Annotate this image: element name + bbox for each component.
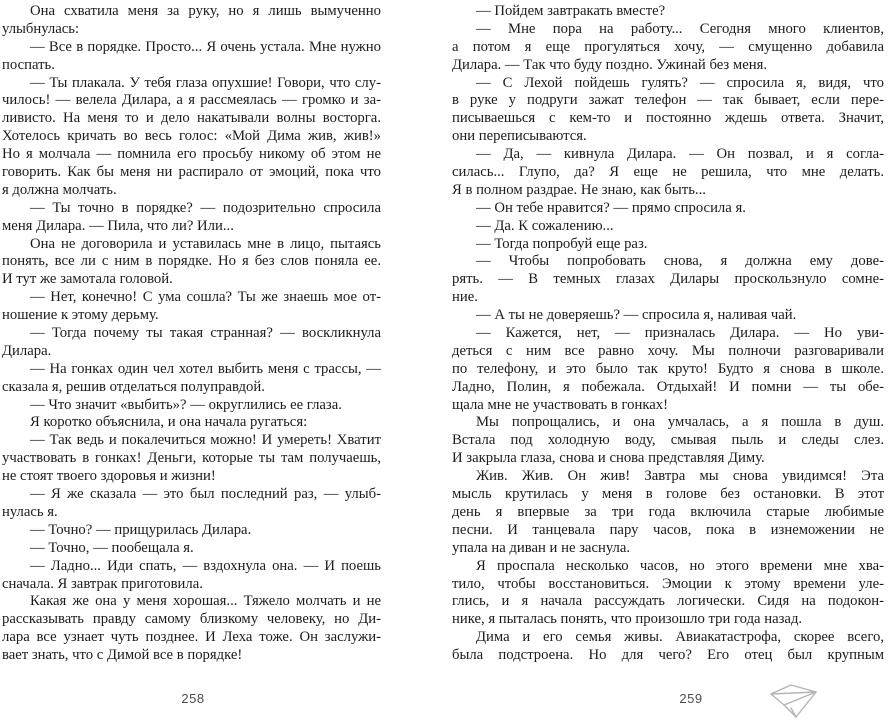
text-line: деться с ним все равно хочу. Мы полночи разговаривали (452, 342, 884, 359)
text-line: Мы попрощались, и она умчалась, а я пошла в душ. (476, 414, 884, 431)
text-line: была подстроена. Но для чего? Его отец был крупным (452, 647, 884, 664)
text-line: сначала. Я завтрак приготовила. (2, 575, 203, 592)
text-line: — Точно? — прищурилась Дилара. (30, 521, 252, 538)
text-line: — Кажется, нет, — призналась Дилара. — Но уви- (476, 325, 884, 342)
paragraph (452, 218, 884, 236)
text-line: понять, все ли с ним в порядке. Но я без слов поняла ее. (2, 253, 381, 270)
paragraph (2, 558, 381, 594)
text-line: Встала под холодную воду, смывая пыль и следы слез. (452, 432, 884, 449)
paragraph (2, 593, 381, 665)
text-line: — Мне пора на работу... Сегодня много клиентов, (476, 20, 884, 37)
paragraph (452, 146, 884, 200)
text-line: — А ты не доверяешь? — спросила я, наливая чай. (476, 307, 797, 324)
text-line: вает знать, что с Димой все в порядке! (2, 647, 243, 664)
text-line: — Он тебе нравится? — прямо спросила я. (476, 199, 746, 216)
paragraph (2, 3, 381, 39)
text-line: Хотелось кричать во весь голос: «Мой Дима жив, жив!» (2, 128, 381, 145)
paragraph (2, 397, 381, 415)
text-line: не стоят твоего здоровья и жизни! (2, 468, 216, 485)
text-line: — Пойдем завтракать вместе? (476, 3, 666, 19)
paper-plane-icon[interactable] (768, 682, 822, 720)
paragraph (452, 253, 884, 307)
text-line: песни. И танцевала пару часов, пока в изнеможении не (452, 521, 884, 538)
text-line: день я впервые за три года включила старые любимые (452, 503, 884, 520)
text-line: Я проспала несколько часов, но этого времени мне хва- (476, 557, 884, 574)
text-line: рассказывать правду самому близкому человеку, но Ди- (2, 611, 381, 628)
text-line: Я коротко объяснила, и она начала ругаться: (30, 414, 308, 431)
paragraph (452, 307, 884, 325)
text-line: в руке у подруги зажат телефон — так бывает, если пере- (452, 92, 884, 109)
text-line: — Ты точно в порядке? — подозрительно спросила (30, 199, 381, 216)
text-line: силась... Глупо, да? Я еще не решила, что мне делать. (452, 164, 884, 181)
text-line: ношение к этому дерьму. (2, 307, 159, 324)
text-line: меня Дилара. — Пила, что ли? Или... (2, 217, 234, 234)
paragraph (452, 200, 884, 218)
text-line: — Тогда почему ты такая странная? — воскликнула (30, 325, 381, 342)
text-line: Дилара. (2, 342, 52, 359)
text-line: Ладно, Полин, я побежала. Отдыхай! И помни — ты обе- (452, 378, 884, 395)
text-line: — Что значит «выбить»? — округлились ее глаза. (30, 396, 342, 413)
text-line: они переписываются. (452, 128, 587, 145)
text-line: глись, и я начала рассуждать логически. Сидя на подокон- (452, 593, 884, 610)
text-line: поспать. (2, 56, 55, 73)
text-line: по телефону, и это было так круто! Будто я снова в школе. (452, 360, 884, 377)
text-line: я должна молчать. (2, 181, 117, 198)
paragraph (2, 75, 381, 200)
text-line: И тут же замотала головой. (2, 271, 173, 288)
text-line: — Тогда попробуй еще раз. (476, 235, 648, 252)
text-line: — Так ведь и покалечиться можно! И умереть! Хватит (30, 432, 381, 449)
text-line: ливисто. На меня то и дело накатывали волны восторга. (2, 110, 381, 127)
text-line: — Нет, конечно! С ума сошла? Ты же знаешь мое от- (30, 289, 381, 306)
text-line: говорить. Как бы меня ни распирало от эмоций, пока что (2, 164, 381, 181)
text-line: — Ты плакала. У тебя глаза опухшие! Говори, что слу- (30, 74, 381, 91)
paragraph (452, 236, 884, 254)
text-line: Дима и его семья живы. Авиакатастрофа, скорее всего, (476, 629, 884, 646)
text-line: а потом я еще прогуляться хочу, — смущенно добавила (452, 38, 884, 55)
paragraph (452, 75, 884, 147)
text-line: мысль крутилась у меня в голове без остановки. В этот (452, 486, 884, 503)
text-line: рять. — В темных глазах Дилары проскользнуло сомне- (452, 271, 884, 288)
page-right (452, 3, 884, 665)
paragraph (2, 522, 381, 540)
text-line: — Ладно... Иди спать, — вздохнула она. — И поешь (30, 557, 381, 574)
text-line: щала мне не участвовать в гонках! (452, 396, 669, 413)
text-line: — Чтобы попробовать снова, я должна ему дове- (476, 253, 884, 270)
text-line: Она схватила меня за руку, но я лишь вымученно (30, 3, 381, 19)
paragraph (2, 486, 381, 522)
text-line: ние. (452, 289, 478, 306)
paragraph (2, 200, 381, 236)
text-line: Какая же она у меня хорошая... Тяжело молчать и не (30, 593, 381, 610)
text-line: упала на диван и не заснула. (452, 539, 631, 556)
text-line: — Точно, — пообещала я. (30, 539, 194, 556)
paragraph (2, 236, 381, 290)
page-number-left: 258 (181, 691, 205, 706)
text-line: — Я же сказала — это был последний раз, — улыб- (30, 486, 381, 503)
paragraph (2, 289, 381, 325)
text-line: Она не договорила и уставилась мне в лицо, пытаясь (30, 235, 381, 252)
text-line: — На гонках один чел хотел выбить меня с трассы, — (30, 360, 381, 377)
text-line: сказала я, решив отделаться полуправдой. (2, 378, 265, 395)
text-line: — Да, — кивнула Дилара. — Он позвал, и я согла- (476, 146, 884, 163)
page-number-right: 259 (679, 691, 703, 706)
paragraph (452, 468, 884, 557)
text-line: Дилара. — Так что буду поздно. Ужинай без меня. (452, 56, 768, 73)
paragraph (2, 414, 381, 432)
text-line: — С Лехой пойдешь гулять? — спросила я, видя, что (476, 74, 884, 91)
text-line: — Да. К сожалению... (476, 217, 614, 234)
paragraph (452, 558, 884, 630)
paragraph (2, 325, 381, 361)
text-line: писываешься с кем-то и постоянно ждешь ответа. Значит, (452, 110, 884, 127)
paragraph (452, 3, 884, 21)
paragraph (452, 325, 884, 414)
text-line: нулась я. (2, 503, 58, 520)
text-line: участвовать в гонках! Деньги, которые ты там получаешь, (2, 450, 381, 467)
paragraph (452, 21, 884, 75)
text-line: нике, я пыталась понять, что произошло три года назад. (452, 611, 803, 628)
text-line: чилось! — велела Дилара, а я рассмеялась — громко и за- (2, 92, 381, 109)
text-line: Жив. Жив. Он жив! Завтра мы снова увидимся! Эта (476, 468, 884, 485)
paragraph (452, 414, 884, 468)
text-line: Но я молчала — помнила его просьбу никому об этом не (2, 146, 381, 163)
text-line: — Все в порядке. Просто... Я очень устала. Мне нужно (30, 38, 381, 55)
text-line: И закрыла глаза, снова и снова представляя Диму. (452, 450, 765, 467)
text-line: лара все узнает чуть позднее. И Леха тоже. Он заслужи- (2, 629, 381, 646)
text-line: Я в полном раздрае. Не знаю, как быть... (452, 181, 706, 198)
text-line: улыбнулась: (2, 20, 80, 37)
text-line: тило, чтобы восстановиться. Эмоции к этому времени уле- (452, 575, 884, 592)
paragraph (2, 39, 381, 75)
paragraph (452, 629, 884, 665)
paragraph (2, 540, 381, 558)
paragraph (2, 432, 381, 486)
page-left (2, 3, 381, 665)
paragraph (2, 361, 381, 397)
